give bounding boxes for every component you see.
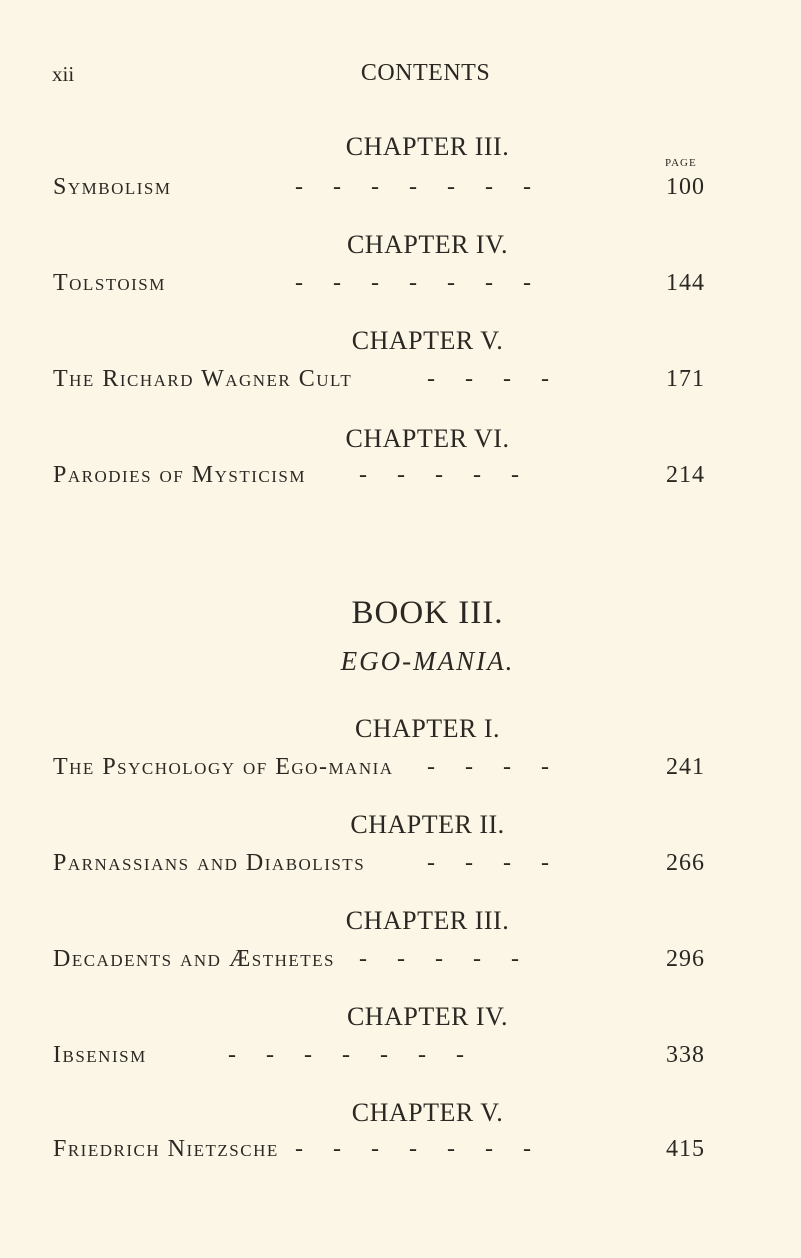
leader-dashes: - - - - xyxy=(427,366,549,392)
leader-dashes: - - - - - - - xyxy=(295,174,531,200)
leader-dashes: - - - - - - - xyxy=(295,270,531,296)
entry-title: Ibsenism xyxy=(53,1042,147,1068)
entry-page: 296 xyxy=(666,946,705,972)
chapter-heading: CHAPTER IV. xyxy=(346,230,509,259)
toc-entry xyxy=(53,1136,733,1170)
entry-title: Friedrich Nietzsche xyxy=(53,1136,279,1162)
chapter-heading: CHAPTER IV. xyxy=(346,1002,509,1031)
toc-entry xyxy=(53,754,733,788)
toc-entry xyxy=(53,946,733,980)
toc-entry xyxy=(53,174,733,208)
entry-title: Parnassians and Diabolists xyxy=(53,850,366,876)
chapter-heading: CHAPTER I. xyxy=(354,714,501,743)
entry-page: 100 xyxy=(666,174,705,200)
chapter-heading: CHAPTER V. xyxy=(351,1098,504,1127)
toc-entry xyxy=(53,270,733,304)
entry-page: 266 xyxy=(666,850,705,876)
page-number: xii xyxy=(52,62,75,86)
entry-title: The Psychology of Ego-mania xyxy=(53,754,394,780)
entry-title: Symbolism xyxy=(53,174,172,200)
leader-dashes: - - - - xyxy=(427,754,549,780)
toc-entry xyxy=(53,366,733,400)
chapter-heading: CHAPTER VI. xyxy=(345,424,510,453)
entry-page: 144 xyxy=(666,270,705,296)
chapter-heading: CHAPTER II. xyxy=(350,810,505,839)
chapter-heading: CHAPTER V. xyxy=(351,326,504,355)
leader-dashes: - - - - - - - xyxy=(295,1136,531,1162)
running-head: CONTENTS xyxy=(360,60,491,86)
chapter-heading: CHAPTER III. xyxy=(345,906,510,935)
leader-dashes: - - - - xyxy=(427,850,549,876)
entry-title: Tolstoism xyxy=(53,270,166,296)
entry-page: 338 xyxy=(666,1042,705,1068)
entry-title: The Richard Wagner Cult xyxy=(53,366,353,392)
entry-title: Decadents and Æsthetes xyxy=(53,946,336,972)
entry-title: Parodies of Mysticism xyxy=(53,462,306,488)
book-heading: BOOK III. xyxy=(351,595,504,631)
entry-page: 171 xyxy=(666,366,705,392)
leader-dashes: - - - - - - - xyxy=(228,1042,464,1068)
entry-page: 415 xyxy=(666,1136,705,1162)
entry-page: 214 xyxy=(666,462,705,488)
toc-entry xyxy=(53,462,733,496)
entry-page: 241 xyxy=(666,754,705,780)
toc-entry xyxy=(53,850,733,884)
leader-dashes: - - - - - xyxy=(359,462,519,488)
page-column-label: PAGE xyxy=(665,157,697,169)
book-subtitle: EGO-MANIA. xyxy=(340,646,515,676)
leader-dashes: - - - - - xyxy=(359,946,519,972)
chapter-heading: CHAPTER III. xyxy=(345,132,510,161)
toc-entry xyxy=(53,1042,733,1076)
